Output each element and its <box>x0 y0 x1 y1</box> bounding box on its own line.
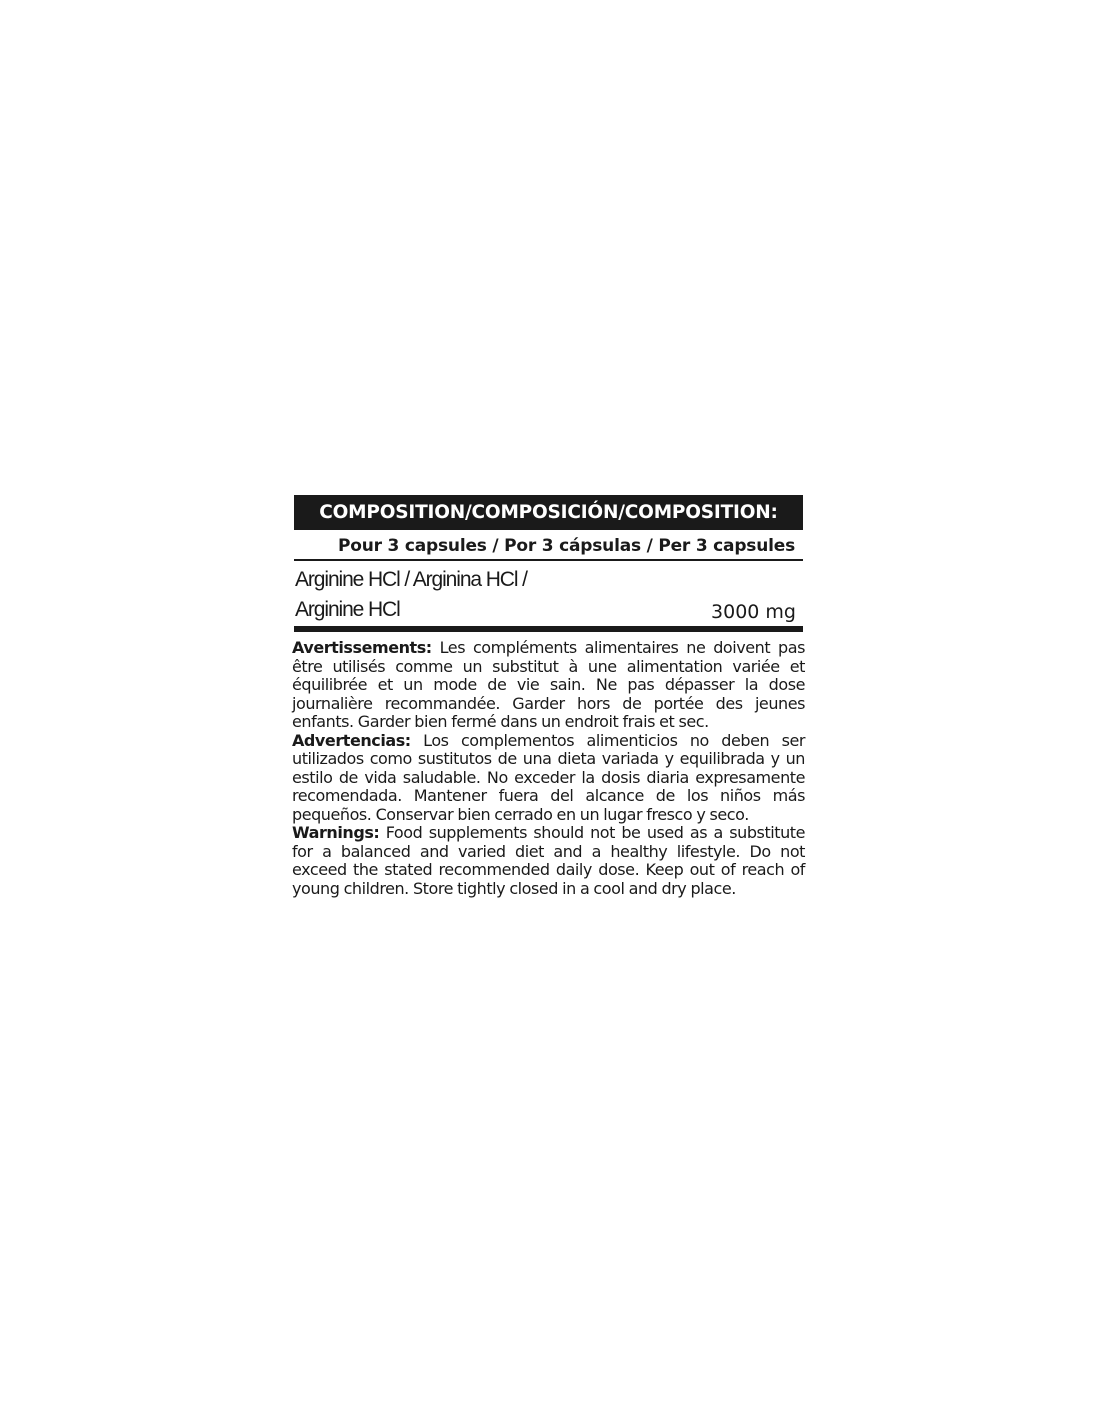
warning-fr-text: Les compléments alimentaires ne doivent pas être utilisés comme un substitut à une alimentation variée et équilibrée et un mode de vie sain. Ne pas dépasser la dose journalière recommandée. Garder hors de portée des jeunes enfants. Garder bien fermé dans un endroit frais et sec. <box>292 638 805 731</box>
warning-es-label: Advertencias: <box>292 730 411 750</box>
ingredient-name-line1: Arginine HCl / Arginina HCl / <box>295 568 527 591</box>
ingredient-name-line2: Arginine HCl <box>295 598 400 621</box>
ingredient-amount: 3000 mg <box>711 601 796 623</box>
warning-es-text: Los complementos alimenticios no deben ser utilizados como sustitutos de una dieta variada y equilibrada y un estilo de vida saludable. No exceder la dosis diaria expresamente recomendada. Mantener fuera del alcance de los niños más pequeños. Conservar bien cerrado en un lugar fresco y seco. <box>292 730 805 824</box>
divider-thin <box>294 559 803 561</box>
divider-thick <box>294 626 803 632</box>
warning-es <box>292 732 805 825</box>
warning-fr-label: Avertissements: <box>292 638 432 657</box>
warning-en-label: Warnings: <box>292 823 380 842</box>
serving-size: Pour 3 capsules / Por 3 cápsulas / Per 3 capsules <box>338 536 795 556</box>
warnings-block <box>292 639 805 898</box>
warning-en <box>292 824 805 898</box>
warning-fr <box>292 639 805 732</box>
composition-header: COMPOSITION/COMPOSICIÓN/COMPOSITION: <box>294 495 803 530</box>
warning-en-text: Food supplements should not be used as a substitute for a balanced and varied diet and a healthy lifestyle. Do not exceed the stated recommended daily dose. Keep out of reach of young children. Store tightly closed in a cool and dry place. <box>292 823 805 898</box>
